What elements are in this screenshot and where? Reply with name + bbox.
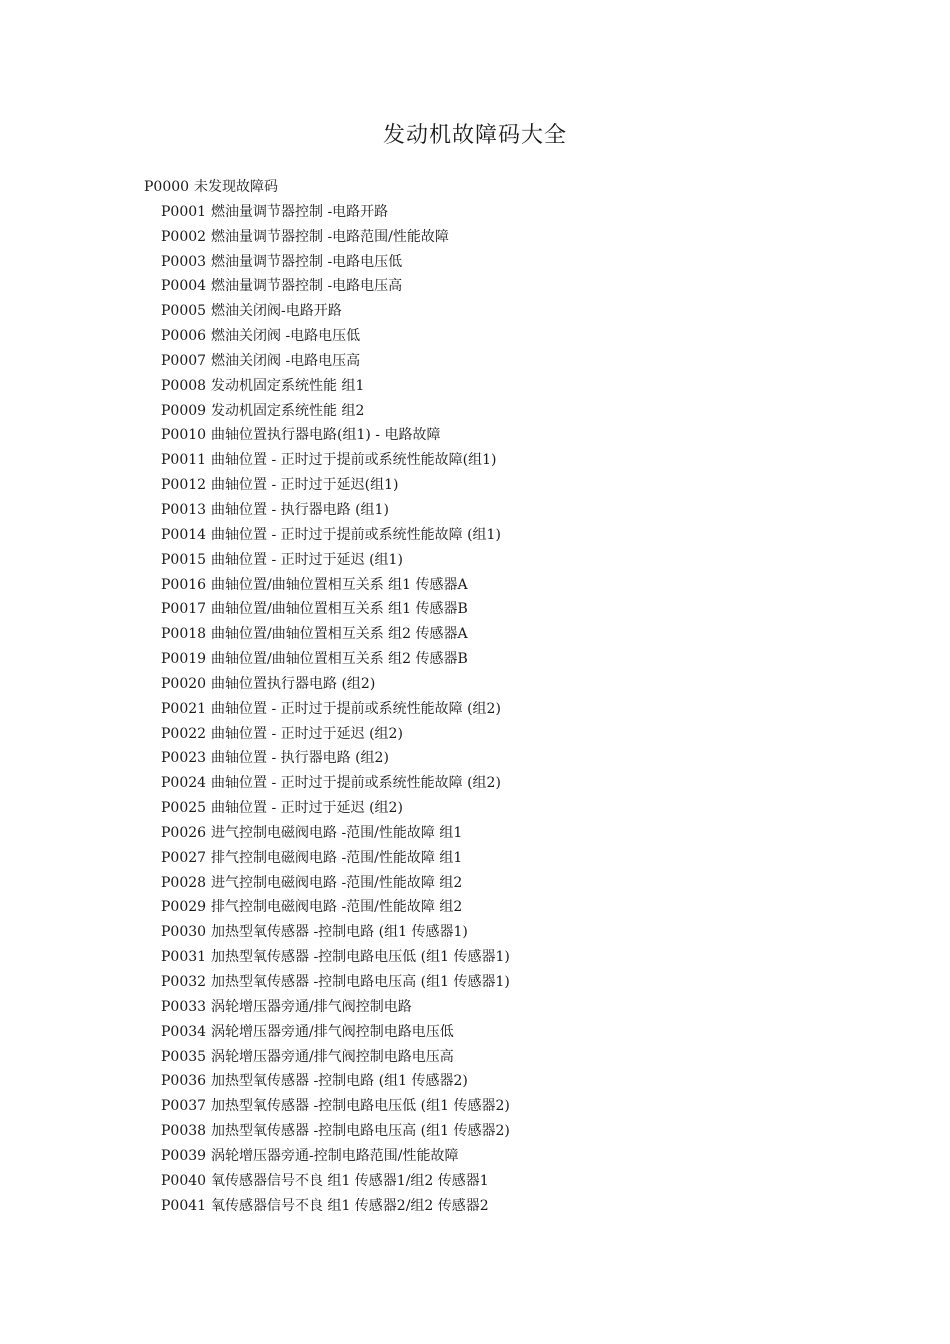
fault-code: P0032 bbox=[161, 974, 207, 990]
list-item bbox=[0, 423, 950, 448]
fault-code: P0027 bbox=[161, 849, 207, 866]
fault-code: P0040 bbox=[161, 1172, 207, 1189]
fault-code: P0034 bbox=[161, 1023, 207, 1040]
fault-description: 加热型氧传感器 -控制电路电压高 (组1 传感器1) bbox=[211, 974, 510, 990]
fault-code: P0013 bbox=[161, 501, 207, 518]
list-item bbox=[0, 697, 950, 722]
fault-code: P0002 bbox=[161, 228, 207, 245]
fault-description: 曲轴位置执行器电路 (组2) bbox=[211, 675, 376, 692]
fault-description: 曲轴位置/曲轴位置相互关系 组1 传感器B bbox=[211, 601, 468, 618]
fault-code: P0039 bbox=[161, 1147, 207, 1164]
fault-code: P0031 bbox=[161, 949, 207, 966]
fault-code: P0037 bbox=[161, 1098, 207, 1115]
fault-description: 曲轴位置 - 正时过于提前或系统性能故障 (组2) bbox=[211, 700, 501, 717]
fault-description: 曲轴位置 - 正时过于提前或系统性能故障 (组2) bbox=[211, 775, 501, 792]
list-item bbox=[0, 945, 950, 970]
fault-description: 曲轴位置执行器电路(组1) - 电路故障 bbox=[211, 427, 441, 444]
list-item bbox=[0, 920, 950, 945]
fault-code: P0003 bbox=[161, 253, 207, 270]
fault-code: P0012 bbox=[161, 477, 207, 494]
list-item bbox=[0, 448, 950, 473]
fault-code: P0038 bbox=[161, 1123, 207, 1140]
list-item bbox=[0, 672, 950, 697]
fault-description: 曲轴位置/曲轴位置相互关系 组2 传感器B bbox=[211, 651, 468, 668]
list-item bbox=[0, 1144, 950, 1169]
fault-description: 涡轮增压器旁通-控制电路范围/性能故障 bbox=[211, 1147, 459, 1164]
fault-code: P0009 bbox=[161, 402, 207, 419]
fault-code: P0017 bbox=[161, 601, 207, 618]
list-item bbox=[0, 274, 950, 299]
list-item bbox=[0, 1119, 950, 1144]
list-item bbox=[0, 324, 950, 349]
page-title: 发动机故障码大全 bbox=[382, 123, 567, 148]
list-item bbox=[0, 1194, 950, 1219]
list-item bbox=[0, 1094, 950, 1119]
fault-description: 曲轴位置 - 正时过于延迟(组1) bbox=[211, 477, 399, 494]
fault-code: P0029 bbox=[161, 899, 207, 916]
fault-description: 涡轮增压器旁通/排气阀控制电路电压低 bbox=[211, 1023, 454, 1040]
fault-description: 曲轴位置 - 正时过于提前或系统性能故障(组1) bbox=[211, 452, 497, 469]
list-item bbox=[0, 597, 950, 622]
list-item bbox=[0, 622, 950, 647]
fault-description: 排气控制电磁阀电路 -范围/性能故障 组2 bbox=[211, 899, 463, 916]
fault-code: P0000 bbox=[144, 179, 190, 195]
fault-description: 燃油量调节器控制 -电路电压低 bbox=[211, 253, 403, 270]
fault-code: P0011 bbox=[161, 452, 207, 469]
fault-description: 燃油量调节器控制 -电路电压高 bbox=[211, 278, 403, 295]
fault-code: P0026 bbox=[161, 824, 207, 841]
fault-code-list bbox=[0, 175, 950, 1218]
list-item bbox=[0, 349, 950, 374]
fault-description: 涡轮增压器旁通/排气阀控制电路电压高 bbox=[211, 1048, 454, 1065]
fault-description: 曲轴位置 - 正时过于延迟 (组2) bbox=[211, 725, 403, 742]
list-item bbox=[0, 871, 950, 896]
fault-description: 曲轴位置 - 正时过于延迟 (组1) bbox=[211, 551, 403, 568]
list-item bbox=[0, 250, 950, 275]
fault-description: 燃油关闭阀-电路开路 bbox=[211, 303, 342, 320]
list-item bbox=[0, 498, 950, 523]
list-item bbox=[0, 175, 950, 200]
list-item bbox=[0, 1169, 950, 1194]
fault-description: 曲轴位置 - 执行器电路 (组1) bbox=[211, 501, 389, 518]
fault-code: P0035 bbox=[161, 1048, 207, 1065]
fault-description: 燃油量调节器控制 -电路开路 bbox=[211, 203, 389, 220]
fault-description: 加热型氧传感器 -控制电路 (组1 传感器2) bbox=[211, 1073, 468, 1090]
fault-description: 发动机固定系统性能 组2 bbox=[211, 402, 365, 419]
list-item bbox=[0, 473, 950, 498]
list-item bbox=[0, 895, 950, 920]
list-item bbox=[0, 399, 950, 424]
list-item bbox=[0, 995, 950, 1020]
fault-description: 燃油量调节器控制 -电路范围/性能故障 bbox=[211, 228, 449, 245]
list-item bbox=[0, 200, 950, 225]
list-item bbox=[0, 846, 950, 871]
fault-code: P0041 bbox=[161, 1197, 207, 1214]
fault-code: P0014 bbox=[161, 526, 207, 543]
fault-description: 曲轴位置 - 正时过于提前或系统性能故障 (组1) bbox=[211, 526, 501, 543]
fault-code: P0001 bbox=[161, 203, 207, 220]
fault-code: P0010 bbox=[161, 427, 207, 444]
list-item bbox=[0, 796, 950, 821]
fault-code: P0006 bbox=[161, 328, 207, 345]
list-item bbox=[0, 746, 950, 771]
fault-description: 加热型氧传感器 -控制电路电压高 (组1 传感器2) bbox=[211, 1123, 510, 1140]
fault-description: 加热型氧传感器 -控制电路电压低 (组1 传感器2) bbox=[211, 1098, 510, 1115]
list-item bbox=[0, 523, 950, 548]
fault-description: 加热型氧传感器 -控制电路 (组1 传感器1) bbox=[211, 924, 468, 941]
fault-code: P0021 bbox=[161, 700, 207, 717]
fault-code: P0025 bbox=[161, 800, 207, 817]
list-item bbox=[0, 821, 950, 846]
fault-code: P0005 bbox=[161, 303, 207, 320]
fault-description: 曲轴位置 - 执行器电路 (组2) bbox=[211, 750, 389, 767]
fault-code: P0033 bbox=[161, 998, 207, 1015]
fault-description: 曲轴位置 - 正时过于延迟 (组2) bbox=[211, 800, 403, 817]
fault-description: 排气控制电磁阀电路 -范围/性能故障 组1 bbox=[211, 849, 463, 866]
fault-code: P0004 bbox=[161, 278, 207, 295]
fault-description: 氧传感器信号不良 组1 传感器2/组2 传感器2 bbox=[211, 1197, 489, 1214]
list-item bbox=[0, 771, 950, 796]
fault-code: P0016 bbox=[161, 576, 207, 593]
list-item bbox=[0, 1020, 950, 1045]
fault-description: 进气控制电磁阀电路 -范围/性能故障 组2 bbox=[211, 874, 463, 891]
fault-description: 未发现故障码 bbox=[194, 179, 278, 195]
list-item bbox=[0, 573, 950, 598]
fault-description: 曲轴位置/曲轴位置相互关系 组2 传感器A bbox=[211, 626, 468, 643]
list-item bbox=[0, 374, 950, 399]
fault-code: P0023 bbox=[161, 750, 207, 767]
list-item bbox=[0, 299, 950, 324]
fault-code: P0008 bbox=[161, 377, 207, 394]
fault-code: P0007 bbox=[161, 352, 207, 369]
fault-code: P0018 bbox=[161, 626, 207, 643]
list-item bbox=[0, 1045, 950, 1070]
fault-description: 曲轴位置/曲轴位置相互关系 组1 传感器A bbox=[211, 576, 468, 593]
fault-description: 涡轮增压器旁通/排气阀控制电路 bbox=[211, 998, 412, 1015]
list-item bbox=[0, 970, 950, 995]
list-item bbox=[0, 722, 950, 747]
fault-code: P0022 bbox=[161, 725, 207, 742]
fault-description: 发动机固定系统性能 组1 bbox=[211, 377, 365, 394]
fault-code: P0036 bbox=[161, 1073, 207, 1090]
fault-description: 加热型氧传感器 -控制电路电压低 (组1 传感器1) bbox=[211, 949, 510, 966]
fault-description: 氧传感器信号不良 组1 传感器1/组2 传感器1 bbox=[211, 1172, 489, 1189]
list-item bbox=[0, 548, 950, 573]
fault-code: P0028 bbox=[161, 874, 207, 891]
fault-code: P0030 bbox=[161, 924, 207, 941]
fault-code: P0024 bbox=[161, 775, 207, 792]
list-item bbox=[0, 225, 950, 250]
fault-description: 燃油关闭阀 -电路电压低 bbox=[211, 328, 361, 345]
fault-description: 进气控制电磁阀电路 -范围/性能故障 组1 bbox=[211, 824, 463, 841]
fault-code: P0020 bbox=[161, 675, 207, 692]
list-item bbox=[0, 1069, 950, 1094]
fault-code: P0019 bbox=[161, 651, 207, 668]
fault-description: 燃油关闭阀 -电路电压高 bbox=[211, 352, 361, 369]
fault-code: P0015 bbox=[161, 551, 207, 568]
list-item bbox=[0, 647, 950, 672]
